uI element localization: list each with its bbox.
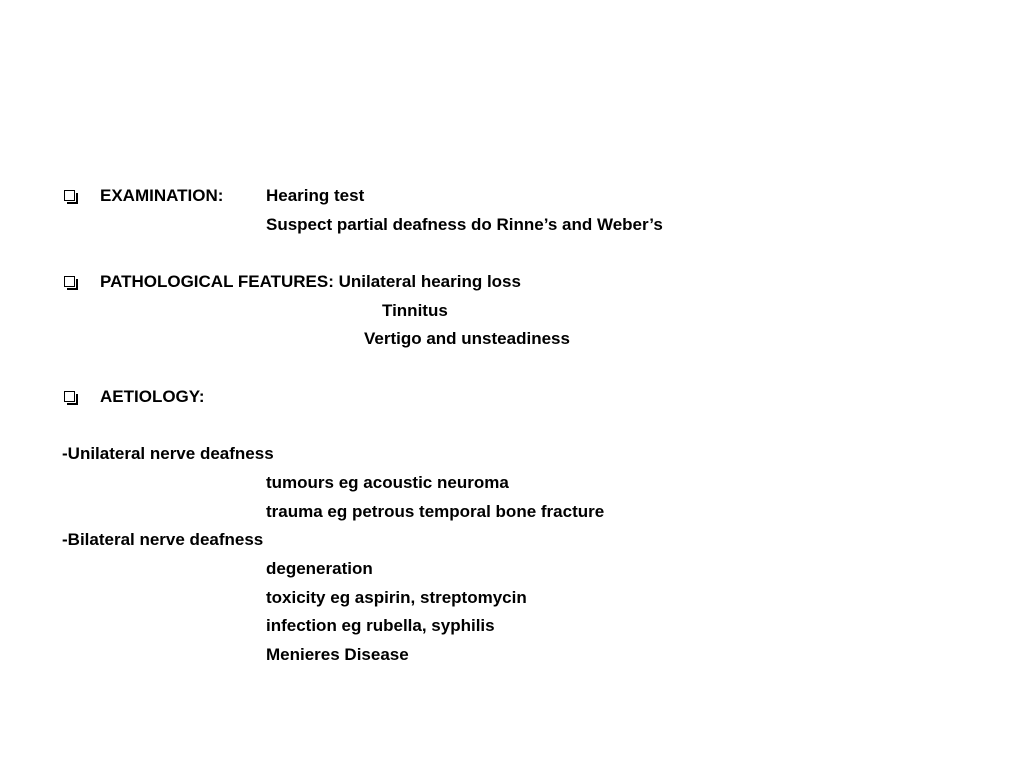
aetiology-heading: AETIOLOGY: — [100, 387, 205, 406]
bilateral-item: Menieres Disease — [266, 645, 409, 664]
examination-heading: EXAMINATION: — [100, 186, 224, 205]
checkbox-bullet-icon — [64, 391, 75, 402]
unilateral-heading: -Unilateral nerve deafness — [62, 444, 274, 463]
pathological-heading: PATHOLOGICAL FEATURES: Unilateral hearing loss — [100, 272, 521, 291]
bilateral-item: infection eg rubella, syphilis — [266, 616, 495, 635]
unilateral-item: tumours eg acoustic neuroma — [266, 473, 509, 492]
checkbox-bullet-icon — [64, 190, 75, 201]
pathological-item: Vertigo and unsteadiness — [364, 329, 570, 348]
examination-item: Hearing test — [266, 186, 365, 205]
examination-item: Suspect partial deafness do Rinne’s and Weber’s — [266, 215, 663, 234]
checkbox-bullet-icon — [64, 276, 75, 287]
bilateral-item: degeneration — [266, 559, 373, 578]
pathological-item: Tinnitus — [382, 301, 448, 320]
bilateral-heading: -Bilateral nerve deafness — [62, 530, 264, 549]
unilateral-item: trauma eg petrous temporal bone fracture — [266, 502, 605, 521]
bilateral-item: toxicity eg aspirin, streptomycin — [266, 588, 527, 607]
